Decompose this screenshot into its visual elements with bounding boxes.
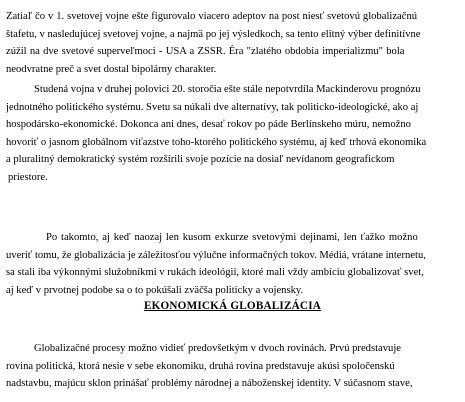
paragraph-world-war [6, 8, 458, 78]
paragraph-line: Globalizačné procesy možno vidieť predovšetkým v dvoch rovinách. Prvú predstavuje [34, 343, 401, 354]
section-heading: EKONOMICKÁ GLOBALIZÁCIA [143, 300, 322, 312]
paragraph-line: priestore. [8, 171, 48, 183]
paragraph-line: hospodársko-ekonomické. Dokonca ani dnes, desať rokov po páde Berlínskeho múru, nemožno [6, 119, 411, 131]
paragraph-globalization [6, 340, 458, 393]
paragraph-line: a pluralitný demokratický systém rozšírili svoje pozície na dosiaľ nevídanom geografickom [6, 154, 395, 166]
paragraph-line: aj keď v prvotnej podobe sa o to pokúšali zväčša politicky a vojensky. [6, 284, 304, 296]
paragraph-line: neodvratne preč a svet dostal bipolárny charakter. [6, 63, 217, 75]
paragraph-media [6, 229, 458, 299]
paragraph-line: štafetu, v nasledujúcej svetovej vojne, a najmä po jej výsledkoch, sa tento elitný výber definitívne [6, 28, 421, 40]
paragraph-line: nadstavbu, majúcu sklon prinášať problémy národnej a náboženskej identity. V súčasnom stave, [6, 378, 413, 390]
paragraph-line: hovoriť o jasnom globálnom víťazstve toho-ktorého politického systému, aj keď trhová ekonomika [6, 136, 427, 148]
paragraph-line: zúžil na dve svetové superveľmoci - USA a ZSSR. Éra "zlatého obdobia imperializmu" bola [6, 46, 405, 58]
paragraph-line: sa stali iba výkonnými služobníkmi v rukách ideológií, ktoré mali vždy ambíciu globalizovať svet, [6, 267, 424, 279]
paragraph-line: Studená vojna v druhej polovici 20. storočia ešte stále nepotvrdila Mackinderovu prognózu [34, 84, 421, 95]
paragraph-line: jednotného politického systému. Svetu sa núkali dve alternatívy, tak politicko-ideologické, ako aj [6, 101, 419, 113]
paragraph-cold-war [6, 81, 458, 187]
paragraph-line: uveriť tomu, že globalizácia je záležitosťou výlučne informačných tokov. Médiá, vrátane internetu, [6, 249, 426, 261]
paragraph-line: Zatiaľ čo v 1. svetovej vojne ešte figurovalo viacero adeptov na post niesť svetovú globalizačnú [6, 11, 418, 22]
paragraph-line: Po takomto, aj keď naozaj len kusom exkurze svetovými dejinami, len ťažko možno [46, 232, 418, 243]
paragraph-line: rovina politická, ktorá nesie v sebe ekonomiku, druhá rovina predstavuje akúsi spoločenskú [6, 360, 395, 372]
